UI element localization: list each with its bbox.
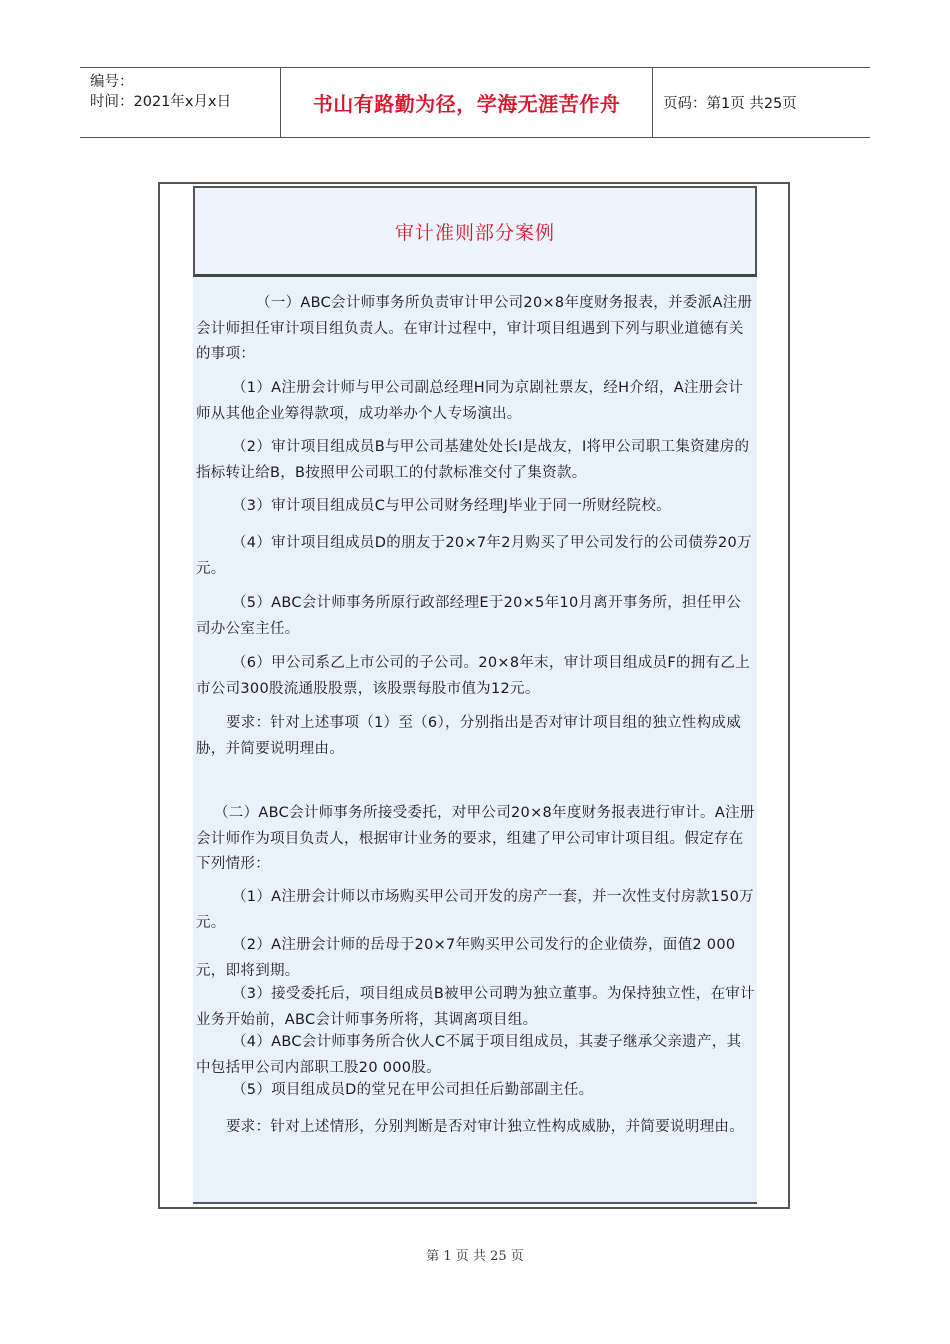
case2-item-2: （2）A注册会计师的岳母于20×7年购买甲公司发行的企业债券，面值2 000元，即将到期。 (196, 937, 736, 979)
case1-item-3: （3）审计项目组成员C与甲公司财务经理J毕业于同一所财经院校。 (232, 498, 671, 514)
document-title: 审计准则部分案例 (394, 221, 555, 244)
header-meta (80, 68, 280, 137)
case1-item-4: （4）审计项目组成员D的朋友于20×7年2月购买了甲公司发行的公司债券20万元。 (196, 535, 752, 577)
case1-item-1: （1）A注册会计师与甲公司副总经理H同为京剧社票友，经H介绍，A注册会计师从其他企业筹得款项，成功举办个人专场演出。 (196, 380, 744, 422)
content-bottom-rule (193, 1202, 757, 1204)
case1-item-5: （5）ABC会计师事务所原行政部经理E于20×5年10月离开事务所，担任甲公司办公室主任。 (196, 595, 742, 637)
page-footer: 第 1 页 共 25 页 (426, 1249, 524, 1264)
page-header (80, 67, 870, 138)
case1-item-6: （6）甲公司系乙上市公司的子公司。20×8年末，审计项目组成员F的拥有乙上市公司300股流通股股票，该股票每股市值为12元。 (196, 655, 750, 697)
case2-item-5: （5）项目组成员D的堂兄在甲公司担任后勤部副主任。 (232, 1082, 594, 1098)
case2-item-4: （4）ABC会计师事务所合伙人C不属于项目组成员，其妻子继承父亲遗产，其中包括甲公司内部职工股20 000股。 (196, 1034, 742, 1076)
title-box (193, 186, 757, 277)
motto: 书山有路勤为径，学海无涯苦作舟 (312, 92, 621, 116)
header-motto-cell (280, 68, 653, 137)
header-page-cell (653, 68, 870, 137)
number-label: 编号： (90, 74, 134, 90)
case2-item-3: （3）接受委托后，项目组成员B被甲公司聘为独立董事。为保持独立性，在审计业务开始前，ABC会计师事务所将，其调离项目组。 (196, 986, 755, 1028)
case2-intro: （二）ABC会计师事务所接受委托，对甲公司20×8年度财务报表进行审计。A注册会计师作为项目负责人，根据审计业务的要求，组建了甲公司审计项目组。假定存在下列情形： (196, 805, 755, 872)
case1-requirement: 要求：针对上述事项（1）至（6），分别指出是否对审计项目组的独立性构成威胁，并简要说明理由。 (196, 715, 741, 757)
case1-intro: （一）ABC会计师事务所负责审计甲公司20×8年度财务报表，并委派A注册会计师担任审计项目组负责人。在审计过程中，审计项目组遇到下列与职业道德有关的事项： (196, 295, 753, 362)
case1-item-2: （2）审计项目组成员B与甲公司基建处处长I是战友，I将甲公司职工集资建房的指标转让给B，B按照甲公司职工的付款标准交付了集资款。 (196, 439, 750, 481)
case2-requirement: 要求：针对上述情形，分别判断是否对审计独立性构成威胁，并简要说明理由。 (226, 1119, 744, 1135)
case2-item-1: （1）A注册会计师以市场购买甲公司开发的房产一套，并一次性支付房款150万元。 (196, 889, 754, 931)
page-label: 页码：第1页 共25页 (663, 96, 797, 112)
time-label: 时间：2021年x月x日 (90, 94, 232, 110)
